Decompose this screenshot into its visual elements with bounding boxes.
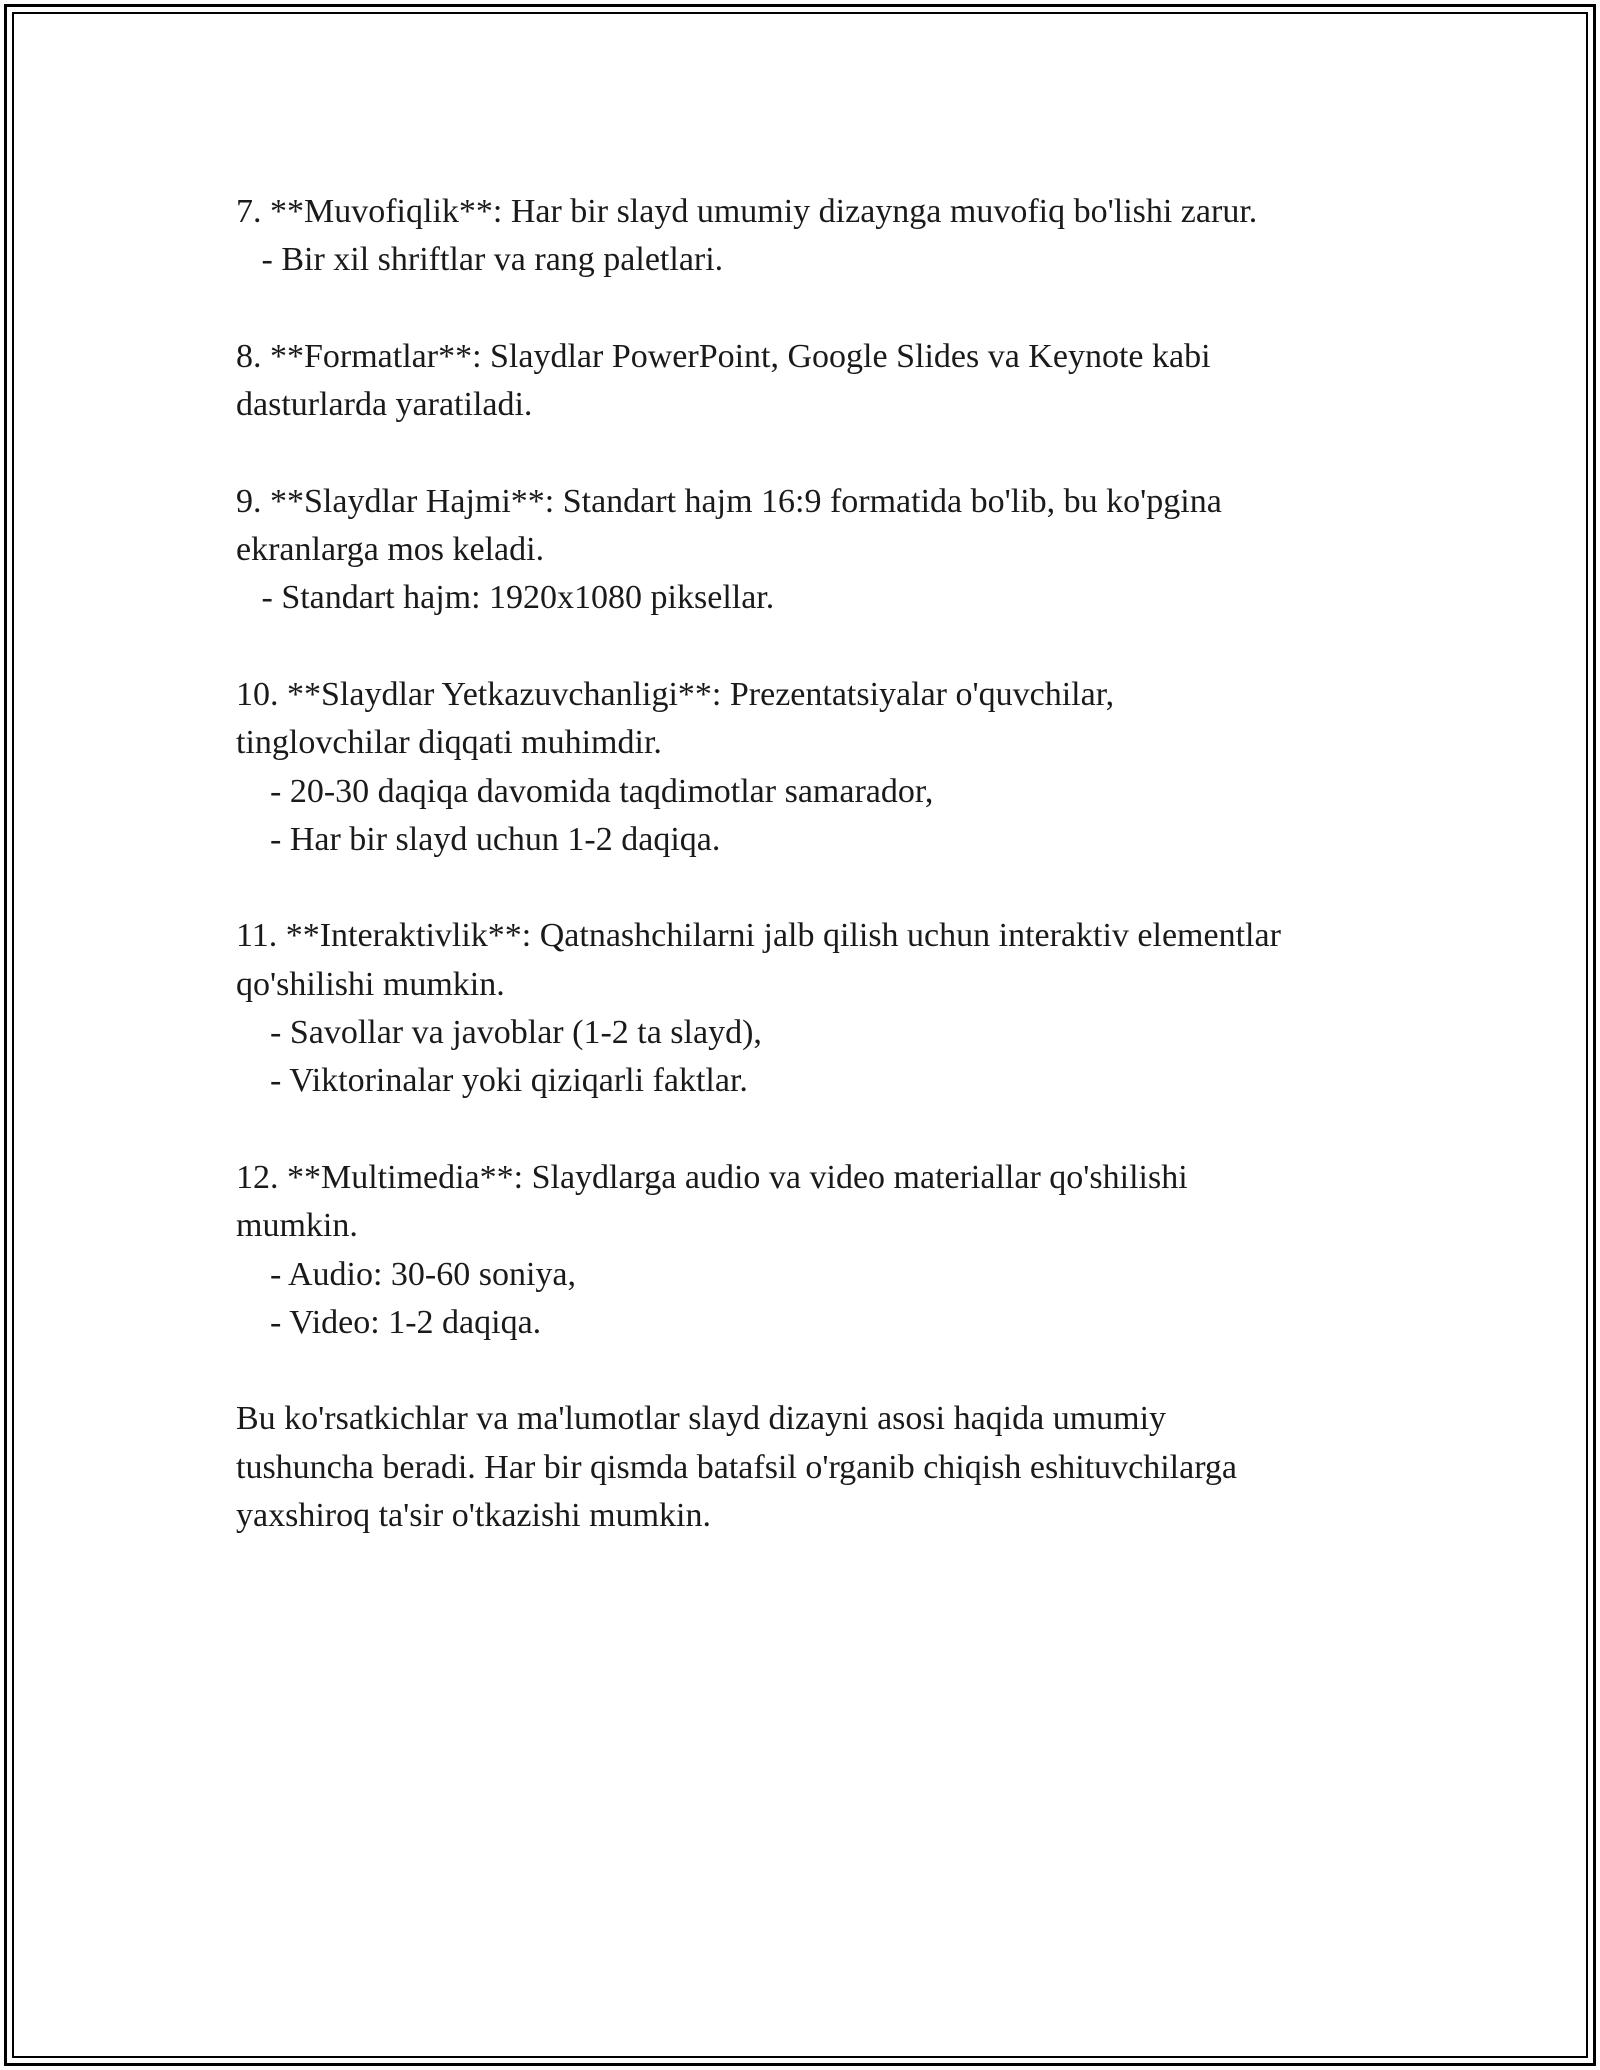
paragraph-gap xyxy=(236,1106,1396,1154)
text-line: ekranlarga mos keladi. xyxy=(236,531,545,569)
paragraph-gap xyxy=(236,864,1396,912)
text-line: 10. **Slaydlar Yetkazuvchanligi**: Prezentatsiyalar o'quvchilar, xyxy=(236,675,1115,713)
text-line: 9. **Slaydlar Hajmi**: Standart hajm 16:9 formatida bo'lib, bu ko'pgina xyxy=(236,482,1222,520)
paragraph-gap xyxy=(236,429,1396,477)
text-line: 8. **Formatlar**: Slaydlar PowerPoint, Google Slides va Keynote kabi xyxy=(236,337,1211,375)
paragraph-gap xyxy=(236,623,1396,671)
section-multimedia xyxy=(236,1154,1396,1347)
section-slaydlar-yetkazuvchanligi xyxy=(236,671,1396,864)
text-line: - Standart hajm: 1920x1080 piksellar. xyxy=(236,579,775,617)
text-line: 12. **Multimedia**: Slaydlarga audio va video materiallar qo'shilishi xyxy=(236,1158,1188,1196)
text-line: - Video: 1-2 daqiqa. xyxy=(236,1303,542,1341)
paragraph-gap xyxy=(236,1347,1396,1395)
text-line: tushuncha beradi. Har bir qismda batafsil o'rganib chiqish eshituvchilarga xyxy=(236,1448,1238,1486)
text-line: - Audio: 30-60 soniya, xyxy=(236,1255,576,1293)
paragraph-gap xyxy=(236,285,1396,333)
text-line: qo'shilishi mumkin. xyxy=(236,965,505,1003)
text-line: - Viktorinalar yoki qiziqarli faktlar. xyxy=(236,1062,748,1100)
text-line: 7. **Muvofiqlik**: Har bir slayd umumiy dizaynga muvofiq bo'lishi zarur. xyxy=(236,193,1258,230)
section-muvofiqlik xyxy=(236,188,1396,285)
text-line: dasturlarda yaratiladi. xyxy=(236,386,533,424)
section-slaydlar-hajmi xyxy=(236,478,1396,623)
section-formatlar xyxy=(236,333,1396,430)
text-line: - 20-30 daqiqa davomida taqdimotlar samarador, xyxy=(236,772,934,810)
text-line: yaxshiroq ta'sir o'tkazishi mumkin. xyxy=(236,1497,711,1535)
text-line: - Savollar va javoblar (1-2 ta slayd), xyxy=(236,1014,762,1052)
text-line: 11. **Interaktivlik**: Qatnashchilarni jalb qilish uchun interaktiv elementlar xyxy=(236,917,1281,955)
text-line: Bu ko'rsatkichlar va ma'lumotlar slayd dizayni asosi haqida umumiy xyxy=(236,1400,1167,1438)
document-body xyxy=(236,188,1396,1540)
text-line: tinglovchilar diqqati muhimdir. xyxy=(236,724,662,762)
text-line: mumkin. xyxy=(236,1207,358,1245)
text-line: - Har bir slayd uchun 1-2 daqiqa. xyxy=(236,820,721,858)
section-summary xyxy=(236,1395,1396,1540)
section-interaktivlik xyxy=(236,912,1396,1105)
text-line: - Bir xil shriftlar va rang paletlari. xyxy=(236,241,724,279)
